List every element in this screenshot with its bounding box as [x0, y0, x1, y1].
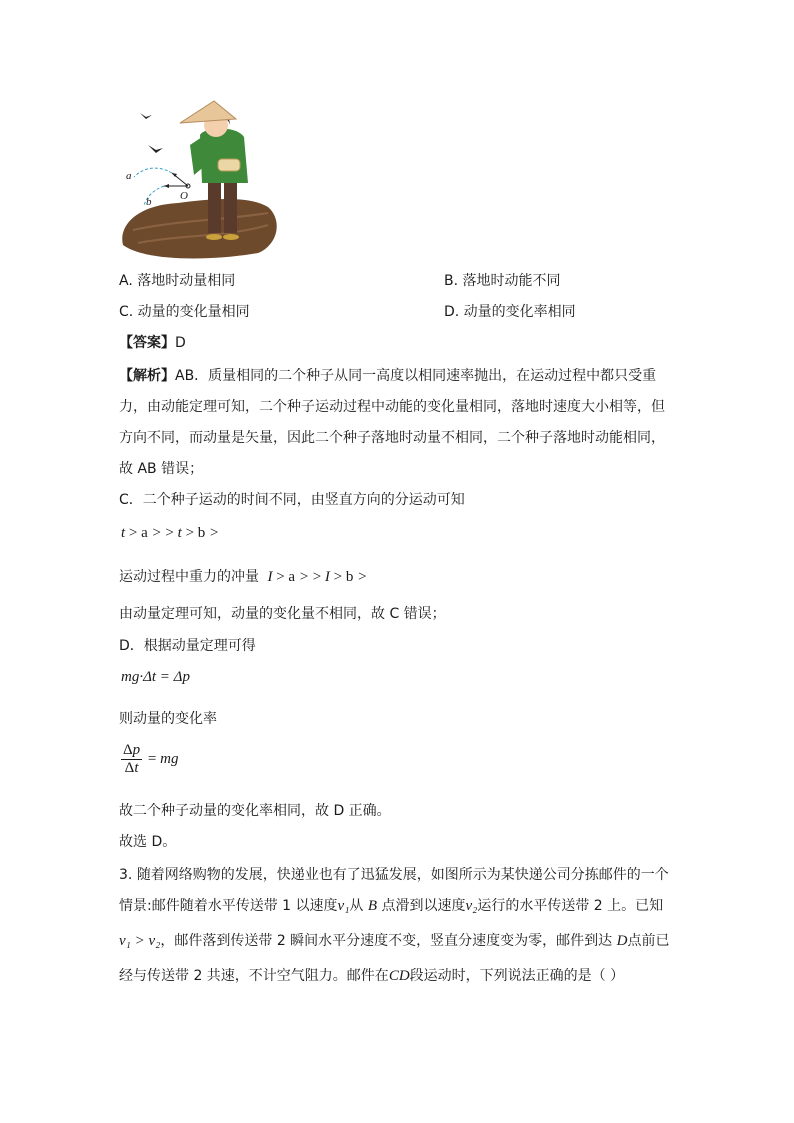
answer-line	[119, 332, 186, 352]
analysis-line-11: 故选 D。	[119, 834, 177, 850]
answer-value: D	[175, 335, 186, 351]
equation-theorem: mg·Δt = Δp	[121, 669, 190, 685]
equation-impulse: I > a > > I > b >	[267, 569, 368, 585]
option-a: A. 落地时动量相同	[119, 273, 236, 289]
bird-icon	[148, 145, 163, 153]
question3-line-1: 3. 随着网络购物的发展，快递业也有了迅猛发展，如图所示为某快递公司分拣邮件的一个	[119, 867, 669, 883]
label-b: b	[146, 196, 152, 208]
analysis-line-10: 故二个种子动量的变化率相同，故 D 正确。	[119, 803, 391, 819]
analysis-line-7: 由动量定理可知，动量的变化量不相同，故 C 错误；	[119, 606, 446, 622]
label-o: O	[180, 190, 188, 202]
label-a: a	[126, 170, 132, 182]
analysis-line-3: 方向不同，而动量是矢量，因此二个种子落地时动量不相同，二个种子落地时动能相同，	[119, 430, 665, 446]
equation-time	[121, 525, 219, 542]
question3-line-2: 情景:邮件随着水平传送带 1 以速度v₁从 B 点滑到以速度v₂运行的水平传送带 2 上。已知	[119, 898, 664, 914]
trajectory-a	[134, 168, 172, 177]
option-d: D. 动量的变化率相同	[444, 304, 576, 320]
farmer-sowing-illustration	[118, 95, 280, 260]
analysis-line-1: 【解析】AB．质量相同的二个种子从同一高度以相同速率抛出，在运动过程中都只受重	[119, 368, 657, 384]
answer-label: 【答案】	[119, 335, 175, 351]
option-c: C. 动量的变化量相同	[119, 304, 250, 320]
question3-line-3: v₁ > v₂，邮件落到传送带 2 瞬间水平分速度不变，竖直分速度变为零，邮件到达 D点前已	[119, 933, 670, 949]
straw-hat	[180, 101, 236, 123]
bird-icon	[140, 113, 152, 119]
analysis-line-4: 故 AB 错误；	[119, 461, 204, 477]
analysis-line-2: 力，由动能定理可知，二个种子运动过程中动能的变化量相同，落地时速度大小相等，但	[119, 399, 665, 415]
option-b: B. 落地时动能不同	[444, 273, 561, 289]
question3-line-4: 经与传送带 2 共速，不计空气阻力。邮件在CD段运动时，下列说法正确的是（ ）	[119, 968, 625, 984]
question-number: 3.	[119, 867, 133, 883]
analysis-label: 【解析】	[119, 368, 175, 384]
rate-fraction: $\frac{\Delta p}{\Delta t}$	[123, 742, 141, 776]
equation-rate: $\frac{\Delta p}{\Delta t}$ = mg	[123, 742, 179, 776]
analysis-line-9: 则动量的变化率	[119, 711, 217, 727]
equation-time-text: t > a > > t > b >	[121, 525, 220, 541]
analysis-line-8: D．根据动量定理可得	[119, 638, 256, 654]
analysis-line-6: 运动过程中重力的冲量 I > a > > I > b >	[119, 569, 368, 585]
analysis-line-5: C．二个种子运动的时间不同，由竖直方向的分运动可知	[119, 492, 465, 508]
